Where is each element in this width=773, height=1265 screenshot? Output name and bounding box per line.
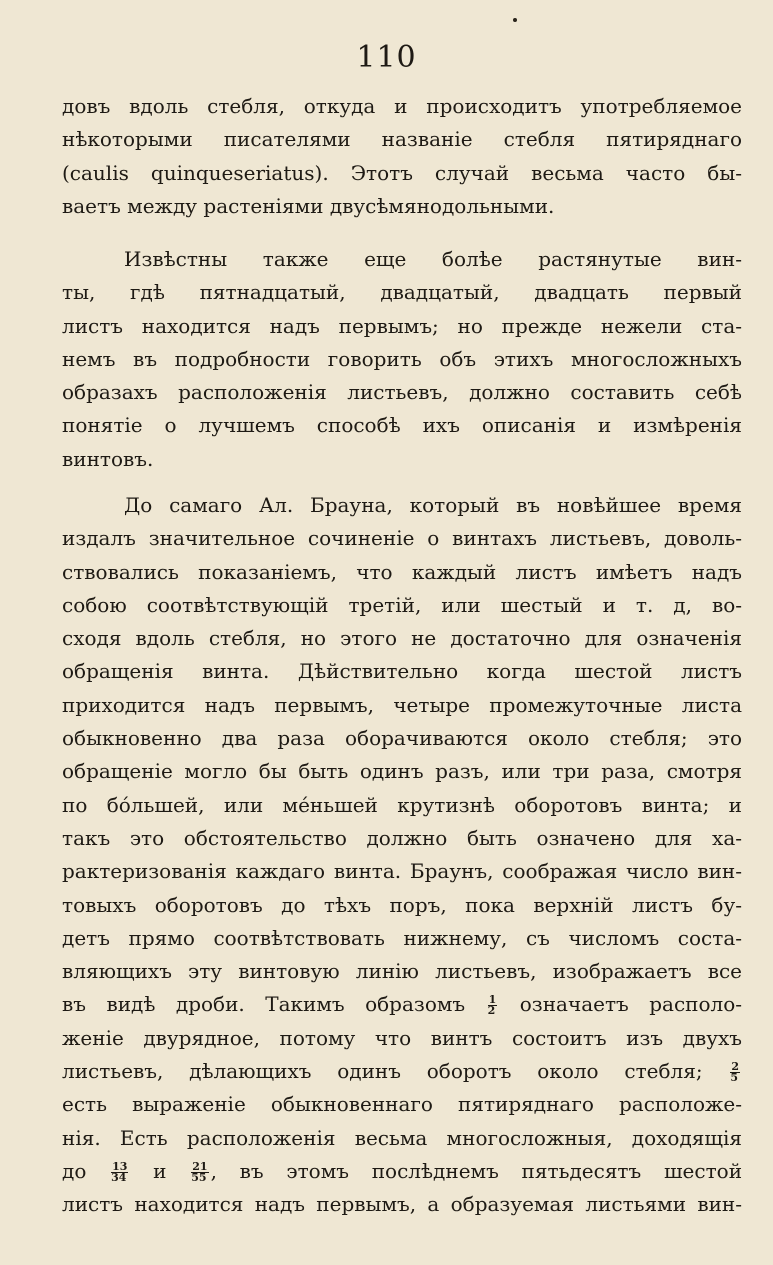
text-line: листъ находится надъ первымъ, а образуемая листьями вин- — [62, 1192, 742, 1217]
text-line: обращенія винта. Дѣйствительно когда шестой листъ — [62, 659, 742, 684]
text-line: обыкновенно два раза оборачиваются около стебля; это — [62, 726, 742, 751]
fraction-two-fifths: $\frac{2}{5}$ — [730, 1060, 740, 1085]
text-line: женіе двурядное, потому что винтъ состоитъ изъ двухъ — [62, 1025, 742, 1050]
text-line: До самаго Ал. Брауна, который въ новѣйшее время — [124, 493, 742, 517]
text-fragment: до — [62, 1158, 87, 1183]
paragraph-2 — [62, 243, 742, 476]
text-line: довъ вдоль стебля, откуда и происходитъ употребляемое — [62, 94, 742, 118]
paragraph-3 — [62, 489, 742, 1222]
text-line: детъ прямо соотвѣтствовать нижнему, съ числомъ соста- — [62, 925, 742, 950]
text-line: сходя вдоль стебля, но этого не достаточно для означенія — [62, 626, 742, 651]
text-line: листъ находится надъ первымъ; но прежде нежели ста- — [62, 313, 742, 338]
text-line — [62, 988, 742, 1021]
text-fragment: въ видѣ дроби. Такимъ образомъ — [62, 992, 466, 1017]
text-line: товыхъ оборотовъ до тѣхъ поръ, пока верхній листъ бу- — [62, 892, 742, 917]
text-line: ваетъ между растеніями двусѣмянодольными. — [62, 193, 555, 218]
fraction-13-34: $\frac{13}{34}$ — [111, 1159, 128, 1184]
text-line: издалъ значительное сочиненіе о винтахъ листьевъ, доволь- — [62, 526, 742, 551]
fraction-21-55: $\frac{21}{55}$ — [191, 1159, 208, 1184]
text-line: образахъ расположенія листьевъ, должно составить себѣ — [62, 380, 742, 405]
text-fragment: означаетъ располо- — [519, 992, 743, 1017]
text-line: нія. Есть расположенія весьма многосложныя, доходящія — [62, 1125, 742, 1150]
text-line: вляющихъ эту винтовую линію листьевъ, изображаетъ все — [62, 959, 742, 984]
text-line: ты, гдѣ пятнадцатый, двадцатый, двадцать первый — [62, 280, 742, 305]
text-line: рактеризованія каждаго винта. Браунъ, соображая число вин- — [62, 859, 742, 884]
text-fragment: и — [153, 1158, 167, 1183]
text-line: нѣкоторыми писателями названіе стебля пятиряднаго — [62, 127, 742, 152]
text-line: Извѣстны также еще болѣе растянутые вин- — [124, 247, 742, 271]
text-line: ствовались показаніемъ, что каждый листъ имѣетъ надъ — [62, 559, 742, 584]
text-line: по бо́льшей, или ме́ньшей крутизнѣ оборотовъ винта; и — [62, 792, 742, 817]
text-line: такъ это обстоятельство должно быть означено для ха- — [62, 825, 742, 850]
text-line: винтовъ. — [62, 446, 154, 471]
text-line — [62, 1055, 742, 1088]
text-fragment: листьевъ, дѣлающихъ одинъ оборотъ около стебля; — [62, 1059, 703, 1084]
text-line — [62, 1155, 742, 1188]
paragraph-1 — [62, 90, 742, 223]
text-line: собою соотвѣтствующій третій, или шестый и т. д, во- — [62, 592, 742, 617]
page-number: 110 — [356, 40, 417, 75]
text-line: обращеніе могло бы быть одинъ разъ, или три раза, смотря — [62, 759, 742, 784]
text-line: есть выраженіе обыкновеннаго пятиряднаго расположе- — [62, 1092, 742, 1117]
text-line: понятіе о лучшемъ способѣ ихъ описанія и измѣренія — [62, 413, 742, 438]
text-fragment: , въ этомъ послѣднемъ пятьдесятъ шестой — [210, 1158, 743, 1183]
text-line: (caulis quinqueseriatus). Этотъ случай весьма часто бы- — [62, 160, 742, 185]
fraction-one-half: $\frac{1}{2}$ — [487, 993, 497, 1018]
ink-speck — [513, 18, 517, 22]
text-line: приходится надъ первымъ, четыре промежуточные листа — [62, 692, 742, 717]
text-line: немъ въ подробности говорить объ этихъ многосложныхъ — [62, 346, 742, 371]
